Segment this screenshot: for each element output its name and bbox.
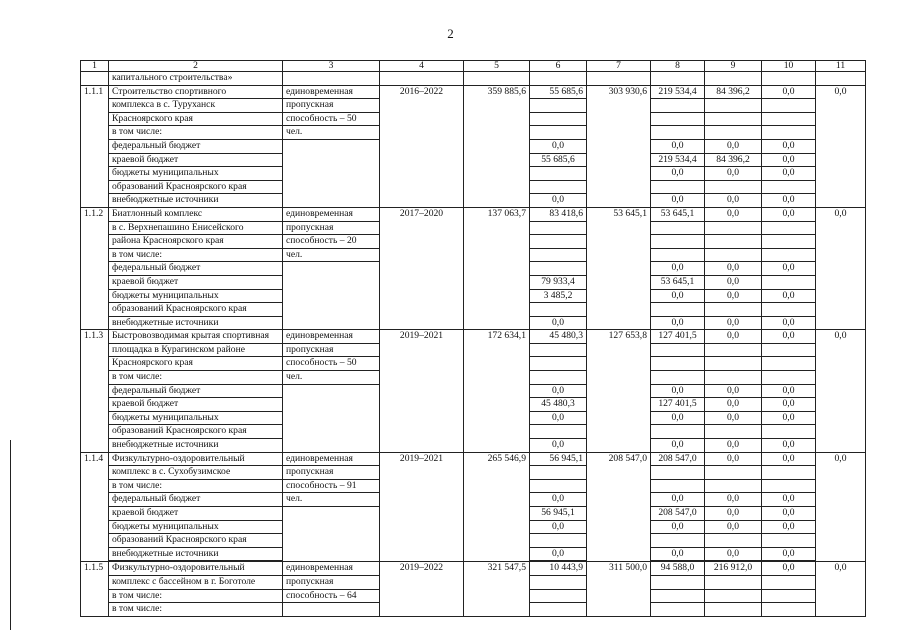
column-number: 1	[81, 61, 109, 72]
amount-cell: 219 534,4	[651, 85, 705, 99]
breakdown-label: в том числе:	[109, 479, 283, 493]
table-cell	[816, 72, 866, 86]
amount-cell: 0,0	[762, 384, 816, 398]
breakdown-label: бюджеты муниципальных	[109, 520, 283, 534]
period: 2019–2021	[380, 452, 464, 562]
breakdown-label: образований Красноярского края	[109, 180, 283, 194]
amount-cell: 0,0	[651, 439, 705, 453]
amount-cell: 0,0	[705, 384, 762, 398]
amount-cell: 0,0	[705, 411, 762, 425]
budget-table	[80, 60, 866, 617]
breakdown-label: в том числе:	[109, 603, 283, 617]
table-cell	[762, 575, 816, 589]
amount-cell: 0,0	[816, 207, 866, 329]
capacity-line: пропускная	[283, 99, 380, 113]
table-cell	[651, 371, 705, 385]
object-row	[81, 85, 866, 99]
amount-cell: 56 945,1	[530, 452, 587, 466]
continuation-row	[81, 72, 866, 86]
table-cell	[283, 603, 380, 617]
amount-cell: 0,0	[762, 167, 816, 181]
amount-cell: 79 933,4	[530, 275, 587, 289]
amount-cell: 127 401,5	[651, 330, 705, 344]
amount-cell: 0,0	[762, 452, 816, 466]
amount-cell: 83 418,6	[530, 207, 587, 221]
table-cell	[530, 425, 587, 439]
total-amount: 321 547,5	[464, 562, 530, 616]
capacity-line: пропускная	[283, 575, 380, 589]
breakdown-label: внебюджетные источники	[109, 439, 283, 453]
table-cell	[530, 235, 587, 249]
table-cell	[283, 139, 380, 207]
breakdown-label: краевой бюджет	[109, 153, 283, 167]
table-cell	[81, 72, 109, 86]
table-cell	[283, 507, 380, 562]
table-cell	[705, 180, 762, 194]
table-cell	[705, 534, 762, 548]
amount-cell: 0,0	[651, 547, 705, 561]
column-number: 7	[587, 61, 651, 72]
header-row	[81, 61, 866, 72]
object-row	[81, 562, 866, 576]
table-cell	[762, 126, 816, 140]
table-cell	[651, 357, 705, 371]
amount-cell: 0,0	[530, 439, 587, 453]
amount-cell: 0,0	[816, 85, 866, 207]
column-number: 2	[109, 61, 283, 72]
amount-cell: 0,0	[762, 507, 816, 521]
amount-cell: 0,0	[530, 384, 587, 398]
amount-cell: 0,0	[705, 398, 762, 412]
object-number: 1.1.4	[81, 452, 109, 562]
object-name-line: комплекса в с. Туруханск	[109, 99, 283, 113]
amount-cell: 0,0	[762, 289, 816, 303]
object-name-line: Красноярского края	[109, 112, 283, 126]
capacity-line: чел.	[283, 248, 380, 262]
amount-cell: 208 547,0	[587, 452, 651, 562]
table-cell	[530, 221, 587, 235]
amount-cell: 0,0	[762, 398, 816, 412]
amount-cell: 0,0	[762, 207, 816, 221]
total-amount: 172 634,1	[464, 330, 530, 452]
amount-cell: 0,0	[762, 153, 816, 167]
table-cell	[651, 126, 705, 140]
breakdown-label: в том числе:	[109, 589, 283, 603]
table-cell	[762, 534, 816, 548]
table-cell	[530, 575, 587, 589]
table-cell	[530, 303, 587, 317]
amount-cell: 208 547,0	[651, 452, 705, 466]
table-cell	[651, 425, 705, 439]
amount-cell: 0,0	[530, 194, 587, 208]
amount-cell: 127 401,5	[651, 398, 705, 412]
amount-cell: 0,0	[762, 139, 816, 153]
amount-cell: 0,0	[816, 330, 866, 452]
table-cell	[762, 112, 816, 126]
breakdown-label: краевой бюджет	[109, 275, 283, 289]
amount-cell: 0,0	[651, 493, 705, 507]
amount-cell: 0,0	[762, 562, 816, 576]
table-cell	[705, 425, 762, 439]
table-cell	[762, 343, 816, 357]
amount-cell: 0,0	[705, 493, 762, 507]
table-cell	[530, 248, 587, 262]
table-cell	[762, 221, 816, 235]
amount-cell: 0,0	[705, 547, 762, 561]
amount-cell: 0,0	[705, 520, 762, 534]
amount-cell: 0,0	[705, 194, 762, 208]
table-cell	[651, 603, 705, 617]
table-cell	[705, 72, 762, 86]
object-name-line: в с. Верхнепашино Енисейского	[109, 221, 283, 235]
amount-cell: 311 500,0	[587, 562, 651, 616]
amount-cell: 0,0	[651, 520, 705, 534]
column-number: 4	[380, 61, 464, 72]
object-name-line: Строительство спортивного	[109, 85, 283, 99]
breakdown-label: бюджеты муниципальных	[109, 167, 283, 181]
amount-cell: 0,0	[651, 384, 705, 398]
period: 2016–2022	[380, 85, 464, 207]
amount-cell: 0,0	[651, 139, 705, 153]
table-cell	[705, 466, 762, 480]
amount-cell: 0,0	[530, 520, 587, 534]
object-name-line: комплекс с бассейном в г. Боготоле	[109, 575, 283, 589]
column-number: 11	[816, 61, 866, 72]
table-cell	[283, 72, 380, 86]
table-cell	[283, 384, 380, 452]
amount-cell: 84 396,2	[705, 153, 762, 167]
table-cell	[651, 112, 705, 126]
table-cell	[762, 303, 816, 317]
amount-cell: 303 930,6	[587, 85, 651, 207]
breakdown-label: в том числе:	[109, 371, 283, 385]
table-cell	[651, 466, 705, 480]
amount-cell: 0,0	[762, 547, 816, 561]
capacity-line: способность – 91	[283, 479, 380, 493]
table-cell	[530, 603, 587, 617]
amount-cell: 0,0	[762, 520, 816, 534]
breakdown-label: федеральный бюджет	[109, 493, 283, 507]
table-cell	[651, 303, 705, 317]
amount-cell: 3 485,2	[530, 289, 587, 303]
table-cell	[705, 371, 762, 385]
capacity-line: способность – 64	[283, 589, 380, 603]
table-cell	[762, 589, 816, 603]
table-cell	[651, 99, 705, 113]
amount-cell: 0,0	[705, 167, 762, 181]
breakdown-label: в том числе:	[109, 248, 283, 262]
table-cell	[762, 466, 816, 480]
table-cell	[762, 99, 816, 113]
amount-cell: 0,0	[651, 316, 705, 330]
table-cell	[705, 357, 762, 371]
breakdown-label: внебюджетные источники	[109, 194, 283, 208]
amount-cell: 0,0	[651, 411, 705, 425]
table-cell	[530, 371, 587, 385]
capacity-line: способность – 50	[283, 112, 380, 126]
amount-cell: 0,0	[651, 262, 705, 276]
table-cell	[762, 235, 816, 249]
table-cell	[705, 575, 762, 589]
table-cell	[651, 343, 705, 357]
capacity-line: единовременная	[283, 452, 380, 466]
table-cell	[530, 112, 587, 126]
amount-cell: 0,0	[530, 547, 587, 561]
column-number: 10	[762, 61, 816, 72]
table-cell	[705, 112, 762, 126]
column-number: 5	[464, 61, 530, 72]
object-row	[81, 330, 866, 344]
table-cell	[530, 534, 587, 548]
amount-cell: 0,0	[705, 507, 762, 521]
table-cell	[651, 248, 705, 262]
object-number: 1.1.3	[81, 330, 109, 452]
table-cell	[705, 343, 762, 357]
breakdown-label: образований Красноярского края	[109, 534, 283, 548]
amount-cell	[762, 275, 816, 289]
amount-cell: 53 645,1	[651, 275, 705, 289]
amount-cell: 0,0	[530, 139, 587, 153]
object-name-line: Быстровозводимая крытая спортивная	[109, 330, 283, 344]
total-amount: 359 885,6	[464, 85, 530, 207]
amount-cell: 219 534,4	[651, 153, 705, 167]
breakdown-label: образований Красноярского края	[109, 425, 283, 439]
object-name-line: площадка в Курагинском районе	[109, 343, 283, 357]
amount-cell: 0,0	[705, 289, 762, 303]
table-cell	[651, 221, 705, 235]
amount-cell: 55 685,6	[530, 85, 587, 99]
table-cell	[705, 479, 762, 493]
object-name-line: района Красноярского края	[109, 235, 283, 249]
table-cell	[705, 248, 762, 262]
breakdown-label: внебюджетные источники	[109, 316, 283, 330]
amount-cell	[530, 262, 587, 276]
total-amount: 137 063,7	[464, 207, 530, 329]
table-cell	[705, 126, 762, 140]
table-cell	[651, 235, 705, 249]
table-cell	[705, 603, 762, 617]
table-cell	[651, 479, 705, 493]
amount-cell: 0,0	[651, 167, 705, 181]
table-cell	[651, 575, 705, 589]
breakdown-label: краевой бюджет	[109, 398, 283, 412]
amount-cell: 55 685,6	[530, 153, 587, 167]
amount-cell: 53 645,1	[651, 207, 705, 221]
capacity-line: единовременная	[283, 562, 380, 576]
amount-cell: 0,0	[705, 316, 762, 330]
table-cell	[530, 466, 587, 480]
capacity-line: пропускная	[283, 343, 380, 357]
breakdown-label: федеральный бюджет	[109, 262, 283, 276]
amount-cell: 208 547,0	[651, 507, 705, 521]
capacity-line: способность – 50	[283, 357, 380, 371]
column-number: 9	[705, 61, 762, 72]
page-number: 2	[447, 26, 454, 41]
column-number: 3	[283, 61, 380, 72]
table-cell	[705, 589, 762, 603]
amount-cell: 0,0	[816, 562, 866, 616]
table-cell	[762, 425, 816, 439]
amount-cell: 53 645,1	[587, 207, 651, 329]
amount-cell: 0,0	[705, 439, 762, 453]
breakdown-label: образований Красноярского края	[109, 303, 283, 317]
object-number: 1.1.1	[81, 85, 109, 207]
table-cell	[530, 343, 587, 357]
amount-cell: 94 588,0	[651, 562, 705, 576]
breakdown-label: федеральный бюджет	[109, 139, 283, 153]
object-row	[81, 207, 866, 221]
amount-cell: 0,0	[762, 85, 816, 99]
table-cell	[705, 303, 762, 317]
amount-cell: 0,0	[762, 439, 816, 453]
object-number: 1.1.2	[81, 207, 109, 329]
amount-cell: 0,0	[762, 411, 816, 425]
breakdown-label: в том числе:	[109, 126, 283, 140]
amount-cell: 127 653,8	[587, 330, 651, 452]
table-cell	[530, 479, 587, 493]
column-number: 6	[530, 61, 587, 72]
table-cell	[762, 479, 816, 493]
table-cell	[651, 180, 705, 194]
amount-cell	[530, 167, 587, 181]
amount-cell: 45 480,3	[530, 398, 587, 412]
capacity-line: единовременная	[283, 330, 380, 344]
capacity-line: чел.	[283, 126, 380, 140]
period: 2017–2020	[380, 207, 464, 329]
amount-cell: 0,0	[651, 194, 705, 208]
table-cell	[762, 180, 816, 194]
amount-cell: 0,0	[705, 275, 762, 289]
amount-cell: 0,0	[762, 194, 816, 208]
amount-cell: 0,0	[762, 493, 816, 507]
period: 2019–2022	[380, 562, 464, 616]
table-cell	[530, 357, 587, 371]
table-cell	[283, 262, 380, 330]
amount-cell: 45 480,3	[530, 330, 587, 344]
amount-cell: 10 443,9	[530, 562, 587, 576]
amount-cell: 0,0	[530, 316, 587, 330]
column-number: 8	[651, 61, 705, 72]
capacity-line: способность – 20	[283, 235, 380, 249]
table-cell	[530, 126, 587, 140]
table-cell	[587, 72, 651, 86]
amount-cell: 0,0	[705, 452, 762, 466]
object-number: 1.1.5	[81, 562, 109, 616]
breakdown-label: федеральный бюджет	[109, 384, 283, 398]
table-cell	[530, 99, 587, 113]
table-cell	[530, 589, 587, 603]
amount-cell: 56 945,1	[530, 507, 587, 521]
amount-cell: 0,0	[651, 289, 705, 303]
breakdown-label: краевой бюджет	[109, 507, 283, 521]
table-cell	[762, 248, 816, 262]
object-name-line: Физкультурно-оздоровительный	[109, 452, 283, 466]
table-cell	[762, 371, 816, 385]
table-cell	[530, 180, 587, 194]
table-cell	[705, 221, 762, 235]
amount-cell: 0,0	[705, 330, 762, 344]
amount-cell: 84 396,2	[705, 85, 762, 99]
period: 2019–2021	[380, 330, 464, 452]
amount-cell: 0,0	[530, 411, 587, 425]
table-cell	[762, 357, 816, 371]
amount-cell: 0,0	[705, 262, 762, 276]
table-cell	[762, 72, 816, 86]
amount-cell: 0,0	[705, 139, 762, 153]
continuation-text: капитального строительства»	[109, 72, 283, 86]
capacity-line: единовременная	[283, 85, 380, 99]
amount-cell: 0,0	[762, 262, 816, 276]
table-cell	[651, 534, 705, 548]
breakdown-label: внебюджетные источники	[109, 547, 283, 561]
amount-cell: 0,0	[762, 316, 816, 330]
object-name-line: комплекс в с. Сухобузимское	[109, 466, 283, 480]
amount-cell: 0,0	[530, 493, 587, 507]
object-name-line: Красноярского края	[109, 357, 283, 371]
table-cell	[762, 603, 816, 617]
table-cell	[530, 72, 587, 86]
table-cell	[380, 72, 464, 86]
capacity-line: пропускная	[283, 466, 380, 480]
amount-cell: 216 912,0	[705, 562, 762, 576]
table-cell	[705, 235, 762, 249]
capacity-line: пропускная	[283, 221, 380, 235]
capacity-line: чел.	[283, 371, 380, 385]
object-name-line: Физкультурно-оздоровительный	[109, 562, 283, 576]
table-cell	[464, 72, 530, 86]
object-row	[81, 452, 866, 466]
table-cell	[651, 589, 705, 603]
amount-cell: 0,0	[762, 330, 816, 344]
margin-line	[10, 440, 11, 630]
capacity-line: чел.	[283, 493, 380, 507]
amount-cell: 0,0	[816, 452, 866, 562]
table-cell	[705, 99, 762, 113]
table-cell	[651, 72, 705, 86]
breakdown-label: бюджеты муниципальных	[109, 411, 283, 425]
total-amount: 265 546,9	[464, 452, 530, 562]
capacity-line: единовременная	[283, 207, 380, 221]
amount-cell: 0,0	[705, 207, 762, 221]
breakdown-label: бюджеты муниципальных	[109, 289, 283, 303]
object-name-line: Биатлонный комплекс	[109, 207, 283, 221]
